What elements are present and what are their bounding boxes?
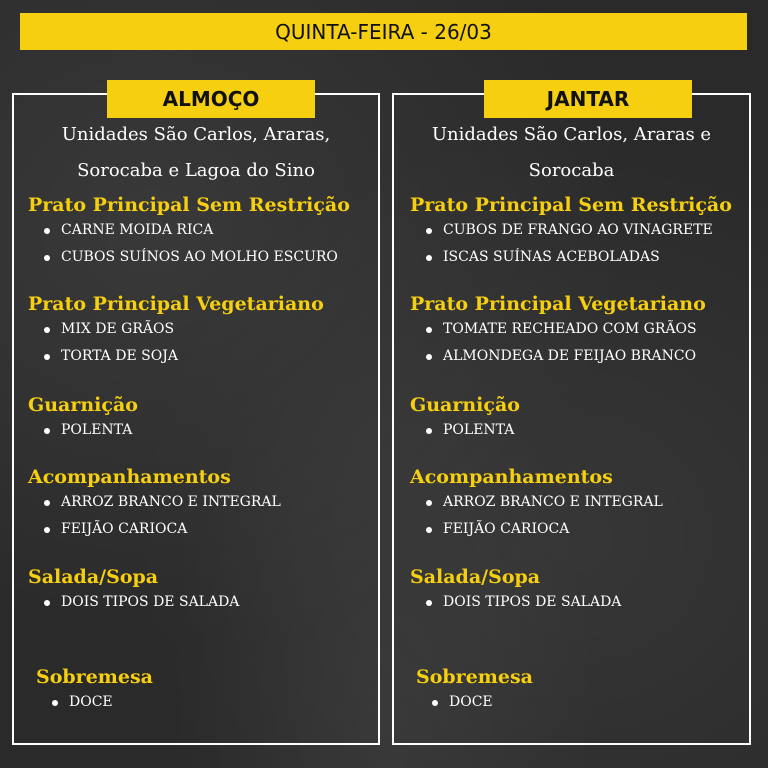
dinner-section-vegetarian [410,292,706,370]
lunch-units: Unidades São Carlos, Araras, Sorocaba e Lagoa do Sino [61,124,331,181]
list-item: FEIJÃO CARIOCA [410,516,663,543]
section-title: Salada/Sopa [28,566,159,588]
section-title: Prato Principal Vegetariano [28,293,324,315]
list-item: POLENTA [28,417,138,444]
list-item: DOCE [36,689,153,716]
dinner-panel [392,87,751,745]
list-item: CUBOS DE FRANGO AO VINAGRETE [410,217,732,244]
date-banner [20,13,747,50]
lunch-section-salad [28,565,239,616]
section-title: Sobremesa [36,666,153,688]
lunch-title: ALMOÇO [107,80,315,118]
list-item: ARROZ BRANCO E INTEGRAL [410,489,663,516]
section-title: Salada/Sopa [410,566,541,588]
lunch-section-main [28,193,350,271]
dinner-section-accompaniments [410,465,663,543]
section-title: Guarnição [28,394,138,416]
section-title: Sobremesa [416,666,533,688]
list-item: TOMATE RECHEADO COM GRÃOS [410,316,706,343]
lunch-section-vegetarian [28,292,324,370]
section-title: Guarnição [410,394,520,416]
dinner-section-dessert [416,665,533,716]
lunch-section-dessert [36,665,153,716]
dinner-units: Unidades São Carlos, Araras e Sorocaba [431,124,712,181]
dinner-section-salad [410,565,621,616]
dinner-title: JANTAR [484,80,692,118]
dinner-section-main [410,193,732,271]
list-item: CARNE MOIDA RICA [28,217,350,244]
list-item: POLENTA [410,417,520,444]
list-item: DOIS TIPOS DE SALADA [28,589,239,616]
lunch-section-side [28,393,138,444]
section-title: Acompanhamentos [28,466,231,488]
list-item: DOIS TIPOS DE SALADA [410,589,621,616]
list-item: ARROZ BRANCO E INTEGRAL [28,489,281,516]
lunch-panel [12,87,380,745]
date-title: QUINTA-FEIRA - 26/03 [275,19,492,44]
dinner-section-side [410,393,520,444]
lunch-section-accompaniments [28,465,281,543]
list-item: ISCAS SUÍNAS ACEBOLADAS [410,244,732,271]
list-item: TORTA DE SOJA [28,343,324,370]
section-title: Prato Principal Vegetariano [410,293,706,315]
list-item: CUBOS SUÍNOS AO MOLHO ESCURO [28,244,350,271]
section-title: Acompanhamentos [410,466,613,488]
list-item: MIX DE GRÃOS [28,316,324,343]
section-title: Prato Principal Sem Restrição [410,194,732,216]
list-item: FEIJÃO CARIOCA [28,516,281,543]
section-title: Prato Principal Sem Restrição [28,194,350,216]
list-item: DOCE [416,689,533,716]
list-item: ALMONDEGA DE FEIJAO BRANCO [410,343,706,370]
